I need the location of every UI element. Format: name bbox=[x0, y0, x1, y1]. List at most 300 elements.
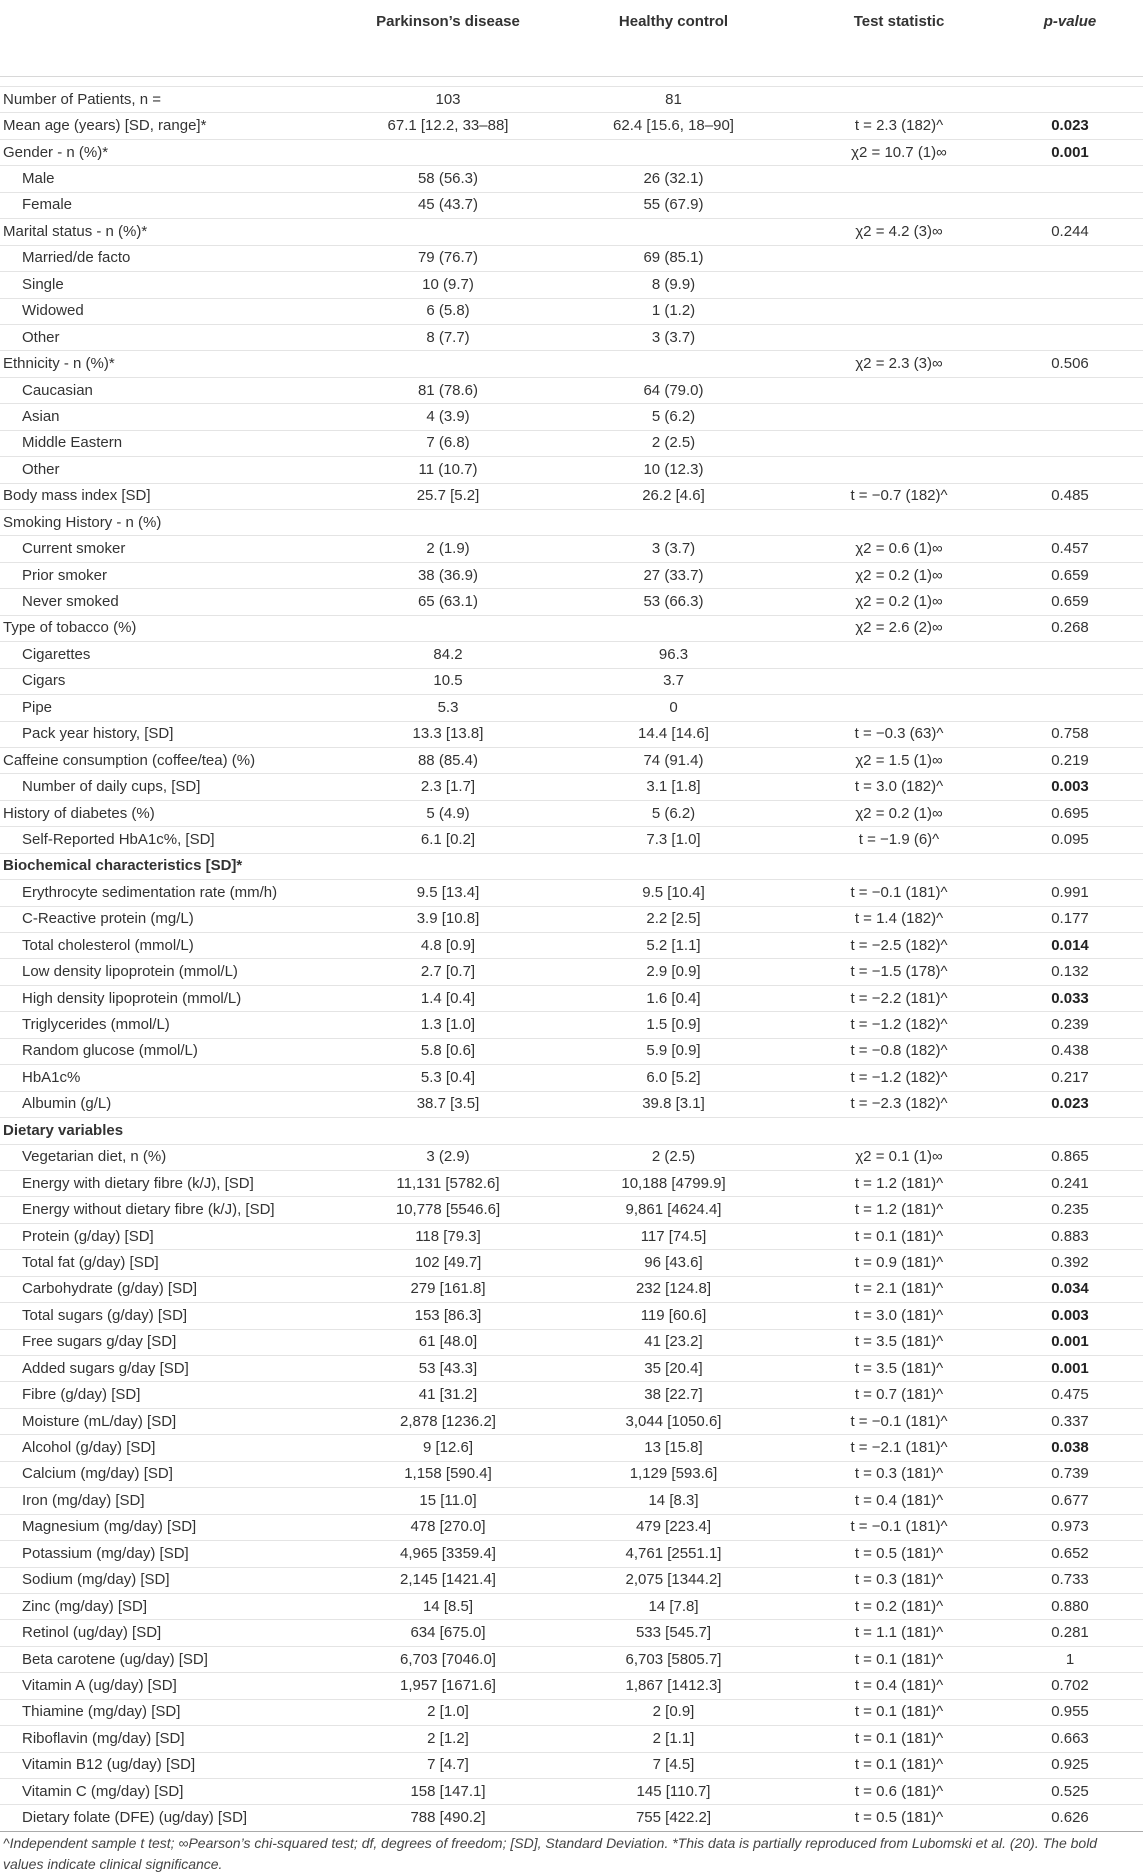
p-value bbox=[997, 642, 1143, 668]
healthy-control-value: 5 (6.2) bbox=[546, 404, 801, 430]
parkinsons-value: 88 (85.4) bbox=[350, 747, 546, 773]
healthy-control-value: 0 bbox=[546, 695, 801, 721]
table-row bbox=[0, 1223, 1143, 1249]
parkinsons-value: 6,703 [7046.0] bbox=[350, 1646, 546, 1672]
healthy-control-value: 2.2 [2.5] bbox=[546, 906, 801, 932]
p-value bbox=[997, 166, 1143, 192]
healthy-control-value: 6.0 [5.2] bbox=[546, 1065, 801, 1091]
healthy-control-value: 7.3 [1.0] bbox=[546, 827, 801, 853]
table-row bbox=[0, 615, 1143, 641]
table-row bbox=[0, 404, 1143, 430]
test-statistic-value bbox=[801, 853, 997, 879]
row-label: Dietary variables bbox=[0, 1118, 350, 1144]
row-label: HbA1c% bbox=[0, 1065, 350, 1091]
parkinsons-value: 2.3 [1.7] bbox=[350, 774, 546, 800]
p-value: 0.001 bbox=[997, 1356, 1143, 1382]
healthy-control-value: 96 [43.6] bbox=[546, 1250, 801, 1276]
p-value: 0.457 bbox=[997, 536, 1143, 562]
test-statistic-value bbox=[801, 298, 997, 324]
healthy-control-value: 10,188 [4799.9] bbox=[546, 1170, 801, 1196]
row-label: Vitamin B12 (ug/day) [SD] bbox=[0, 1752, 350, 1778]
row-label: Middle Eastern bbox=[0, 430, 350, 456]
parkinsons-value: 10 (9.7) bbox=[350, 272, 546, 298]
table-row bbox=[0, 1620, 1143, 1646]
row-label: Cigarettes bbox=[0, 642, 350, 668]
healthy-control-value: 232 [124.8] bbox=[546, 1276, 801, 1302]
healthy-control-value: 3.1 [1.8] bbox=[546, 774, 801, 800]
test-statistic-value: t = 0.9 (181)^ bbox=[801, 1250, 997, 1276]
p-value: 0.244 bbox=[997, 219, 1143, 245]
test-statistic-value: t = −2.2 (181)^ bbox=[801, 985, 997, 1011]
test-statistic-value: t = −0.7 (182)^ bbox=[801, 483, 997, 509]
parkinsons-value: 65 (63.1) bbox=[350, 589, 546, 615]
table-row bbox=[0, 1567, 1143, 1593]
parkinsons-value: 41 [31.2] bbox=[350, 1382, 546, 1408]
parkinsons-value: 5 (4.9) bbox=[350, 800, 546, 826]
healthy-control-value: 64 (79.0) bbox=[546, 377, 801, 403]
parkinsons-value: 3.9 [10.8] bbox=[350, 906, 546, 932]
healthy-control-value: 2 [0.9] bbox=[546, 1699, 801, 1725]
row-label: Added sugars g/day [SD] bbox=[0, 1356, 350, 1382]
row-label: Alcohol (g/day) [SD] bbox=[0, 1435, 350, 1461]
row-label: Marital status - n (%)* bbox=[0, 219, 350, 245]
table-row bbox=[0, 1488, 1143, 1514]
p-value bbox=[997, 430, 1143, 456]
row-label: Vitamin A (ug/day) [SD] bbox=[0, 1673, 350, 1699]
parkinsons-value: 53 [43.3] bbox=[350, 1356, 546, 1382]
row-label: Retinol (ug/day) [SD] bbox=[0, 1620, 350, 1646]
table-row bbox=[0, 430, 1143, 456]
header-test-statistic: Test statistic bbox=[801, 0, 997, 77]
test-statistic-value: t = −1.5 (178)^ bbox=[801, 959, 997, 985]
table-row bbox=[0, 1646, 1143, 1672]
parkinsons-value: 118 [79.3] bbox=[350, 1223, 546, 1249]
healthy-control-value: 479 [223.4] bbox=[546, 1514, 801, 1540]
parkinsons-value: 7 (6.8) bbox=[350, 430, 546, 456]
parkinsons-value: 4.8 [0.9] bbox=[350, 933, 546, 959]
parkinsons-value: 2.7 [0.7] bbox=[350, 959, 546, 985]
healthy-control-value: 14 [8.3] bbox=[546, 1488, 801, 1514]
row-label: Energy with dietary fibre (k/J), [SD] bbox=[0, 1170, 350, 1196]
table-footnote: ^Independent sample t test; ∞Pearson’s chi-squared test; df, degrees of freedom; [SD], Standard Deviation. *This data is partially reproduced from Lubomski et al. (20). The bold values indicate clinical significance. bbox=[3, 1835, 1098, 1872]
test-statistic-value: t = −0.8 (182)^ bbox=[801, 1038, 997, 1064]
parkinsons-value: 9 [12.6] bbox=[350, 1435, 546, 1461]
p-value: 0.659 bbox=[997, 589, 1143, 615]
test-statistic-value: t = 3.5 (181)^ bbox=[801, 1356, 997, 1382]
parkinsons-value: 45 (43.7) bbox=[350, 192, 546, 218]
table-row bbox=[0, 1408, 1143, 1434]
test-statistic-value bbox=[801, 377, 997, 403]
p-value: 0.925 bbox=[997, 1752, 1143, 1778]
test-statistic-value: t = −1.2 (182)^ bbox=[801, 1012, 997, 1038]
table-row bbox=[0, 1726, 1143, 1752]
healthy-control-value: 7 [4.5] bbox=[546, 1752, 801, 1778]
healthy-control-value: 14 [7.8] bbox=[546, 1593, 801, 1619]
healthy-control-value bbox=[546, 1118, 801, 1144]
test-statistic-value bbox=[801, 192, 997, 218]
table-row bbox=[0, 880, 1143, 906]
row-label: Iron (mg/day) [SD] bbox=[0, 1488, 350, 1514]
test-statistic-value: t = −0.1 (181)^ bbox=[801, 1408, 997, 1434]
test-statistic-value: t = 0.5 (181)^ bbox=[801, 1805, 997, 1831]
p-value: 0.663 bbox=[997, 1726, 1143, 1752]
healthy-control-value: 1.6 [0.4] bbox=[546, 985, 801, 1011]
row-label: Erythrocyte sedimentation rate (mm/h) bbox=[0, 880, 350, 906]
healthy-control-value bbox=[546, 139, 801, 165]
p-value: 0.003 bbox=[997, 774, 1143, 800]
healthy-control-value: 3.7 bbox=[546, 668, 801, 694]
row-label: Gender - n (%)* bbox=[0, 139, 350, 165]
table-row bbox=[0, 1514, 1143, 1540]
p-value: 0.001 bbox=[997, 1329, 1143, 1355]
test-statistic-value: t = 3.5 (181)^ bbox=[801, 1329, 997, 1355]
row-label: Other bbox=[0, 457, 350, 483]
row-label: Vitamin C (mg/day) [SD] bbox=[0, 1779, 350, 1805]
test-statistic-value bbox=[801, 668, 997, 694]
p-value: 0.865 bbox=[997, 1144, 1143, 1170]
test-statistic-value: χ2 = 2.6 (2)∞ bbox=[801, 615, 997, 641]
p-value: 0.392 bbox=[997, 1250, 1143, 1276]
p-value: 0.475 bbox=[997, 1382, 1143, 1408]
healthy-control-value: 117 [74.5] bbox=[546, 1223, 801, 1249]
row-label: Total sugars (g/day) [SD] bbox=[0, 1303, 350, 1329]
parkinsons-value: 5.3 bbox=[350, 695, 546, 721]
table-row bbox=[0, 695, 1143, 721]
p-value: 0.001 bbox=[997, 139, 1143, 165]
row-label: Cigars bbox=[0, 668, 350, 694]
table-row bbox=[0, 1382, 1143, 1408]
healthy-control-value: 26.2 [4.6] bbox=[546, 483, 801, 509]
p-value: 0.095 bbox=[997, 827, 1143, 853]
p-value: 0.241 bbox=[997, 1170, 1143, 1196]
header-p-value: p-value bbox=[997, 0, 1143, 77]
p-value: 0.132 bbox=[997, 959, 1143, 985]
p-value: 0.525 bbox=[997, 1779, 1143, 1805]
table-row bbox=[0, 324, 1143, 350]
section-header-row bbox=[0, 1118, 1143, 1144]
test-statistic-value: t = 0.6 (181)^ bbox=[801, 1779, 997, 1805]
p-value bbox=[997, 695, 1143, 721]
p-value: 0.438 bbox=[997, 1038, 1143, 1064]
table-row bbox=[0, 800, 1143, 826]
healthy-control-value: 53 (66.3) bbox=[546, 589, 801, 615]
p-value: 0.506 bbox=[997, 351, 1143, 377]
healthy-control-value: 4,761 [2551.1] bbox=[546, 1541, 801, 1567]
healthy-control-value: 145 [110.7] bbox=[546, 1779, 801, 1805]
table-row bbox=[0, 1170, 1143, 1196]
healthy-control-value: 2,075 [1344.2] bbox=[546, 1567, 801, 1593]
healthy-control-value: 69 (85.1) bbox=[546, 245, 801, 271]
healthy-control-value bbox=[546, 853, 801, 879]
test-statistic-value: χ2 = 4.2 (3)∞ bbox=[801, 219, 997, 245]
parkinsons-value: 15 [11.0] bbox=[350, 1488, 546, 1514]
row-label: Random glucose (mmol/L) bbox=[0, 1038, 350, 1064]
p-value bbox=[997, 404, 1143, 430]
row-label: Energy without dietary fibre (k/J), [SD] bbox=[0, 1197, 350, 1223]
row-label: Married/de facto bbox=[0, 245, 350, 271]
healthy-control-value: 1,867 [1412.3] bbox=[546, 1673, 801, 1699]
table-row bbox=[0, 192, 1143, 218]
table-row bbox=[0, 1329, 1143, 1355]
parkinsons-value: 1,957 [1671.6] bbox=[350, 1673, 546, 1699]
test-statistic-value: t = 0.1 (181)^ bbox=[801, 1752, 997, 1778]
test-statistic-value: t = −0.1 (181)^ bbox=[801, 1514, 997, 1540]
healthy-control-value: 39.8 [3.1] bbox=[546, 1091, 801, 1117]
test-statistic-value bbox=[801, 272, 997, 298]
p-value: 0.177 bbox=[997, 906, 1143, 932]
spacer-cell bbox=[0, 77, 1143, 87]
parkinsons-value: 2,145 [1421.4] bbox=[350, 1567, 546, 1593]
parkinsons-value: 61 [48.0] bbox=[350, 1329, 546, 1355]
p-value: 0.485 bbox=[997, 483, 1143, 509]
table-row bbox=[0, 377, 1143, 403]
parkinsons-value: 14 [8.5] bbox=[350, 1593, 546, 1619]
row-label: Ethnicity - n (%)* bbox=[0, 351, 350, 377]
parkinsons-value: 3 (2.9) bbox=[350, 1144, 546, 1170]
row-label: History of diabetes (%) bbox=[0, 800, 350, 826]
table-row bbox=[0, 906, 1143, 932]
test-statistic-value: t = −2.1 (181)^ bbox=[801, 1435, 997, 1461]
table-row bbox=[0, 1356, 1143, 1382]
p-value: 0.033 bbox=[997, 985, 1143, 1011]
table-row bbox=[0, 1012, 1143, 1038]
parkinsons-value: 103 bbox=[350, 87, 546, 113]
row-label: Zinc (mg/day) [SD] bbox=[0, 1593, 350, 1619]
healthy-control-value: 3 (3.7) bbox=[546, 536, 801, 562]
healthy-control-value: 6,703 [5805.7] bbox=[546, 1646, 801, 1672]
parkinsons-value: 5.3 [0.4] bbox=[350, 1065, 546, 1091]
parkinsons-value: 9.5 [13.4] bbox=[350, 880, 546, 906]
table-row bbox=[0, 721, 1143, 747]
header-row bbox=[0, 0, 1143, 77]
test-statistic-value: t = −2.3 (182)^ bbox=[801, 1091, 997, 1117]
test-statistic-value: χ2 = 0.1 (1)∞ bbox=[801, 1144, 997, 1170]
parkinsons-value: 81 (78.6) bbox=[350, 377, 546, 403]
table-row bbox=[0, 562, 1143, 588]
row-label: Sodium (mg/day) [SD] bbox=[0, 1567, 350, 1593]
row-label: Type of tobacco (%) bbox=[0, 615, 350, 641]
row-label: Riboflavin (mg/day) [SD] bbox=[0, 1726, 350, 1752]
parkinsons-value: 4 (3.9) bbox=[350, 404, 546, 430]
test-statistic-value: t = 0.1 (181)^ bbox=[801, 1699, 997, 1725]
parkinsons-value: 10.5 bbox=[350, 668, 546, 694]
table-row bbox=[0, 219, 1143, 245]
parkinsons-value: 279 [161.8] bbox=[350, 1276, 546, 1302]
healthy-control-value: 27 (33.7) bbox=[546, 562, 801, 588]
parkinsons-value: 634 [675.0] bbox=[350, 1620, 546, 1646]
row-label: Number of daily cups, [SD] bbox=[0, 774, 350, 800]
test-statistic-value bbox=[801, 510, 997, 536]
table-row bbox=[0, 933, 1143, 959]
row-label: Self-Reported HbA1c%, [SD] bbox=[0, 827, 350, 853]
test-statistic-value: t = 0.4 (181)^ bbox=[801, 1488, 997, 1514]
p-value: 0.219 bbox=[997, 747, 1143, 773]
row-label: Calcium (mg/day) [SD] bbox=[0, 1461, 350, 1487]
test-statistic-value: t = 2.3 (182)^ bbox=[801, 113, 997, 139]
parkinsons-value: 1.4 [0.4] bbox=[350, 985, 546, 1011]
header-healthy-control: Healthy control bbox=[546, 0, 801, 77]
table-row bbox=[0, 1461, 1143, 1487]
parkinsons-value: 1,158 [590.4] bbox=[350, 1461, 546, 1487]
parkinsons-value: 153 [86.3] bbox=[350, 1303, 546, 1329]
healthy-control-value: 1.5 [0.9] bbox=[546, 1012, 801, 1038]
row-label: Body mass index [SD] bbox=[0, 483, 350, 509]
table-row bbox=[0, 589, 1143, 615]
healthy-control-value: 8 (9.9) bbox=[546, 272, 801, 298]
test-statistic-value: t = 0.1 (181)^ bbox=[801, 1726, 997, 1752]
parkinsons-value: 84.2 bbox=[350, 642, 546, 668]
parkinsons-value: 2 (1.9) bbox=[350, 536, 546, 562]
table-row bbox=[0, 510, 1143, 536]
test-statistic-value bbox=[801, 430, 997, 456]
row-label: Beta carotene (ug/day) [SD] bbox=[0, 1646, 350, 1672]
test-statistic-value: t = 0.4 (181)^ bbox=[801, 1673, 997, 1699]
test-statistic-value: t = 0.1 (181)^ bbox=[801, 1646, 997, 1672]
test-statistic-value: t = 3.0 (182)^ bbox=[801, 774, 997, 800]
table-row bbox=[0, 1144, 1143, 1170]
parkinsons-value bbox=[350, 853, 546, 879]
table-row bbox=[0, 1276, 1143, 1302]
table-row bbox=[0, 351, 1143, 377]
parkinsons-value bbox=[350, 615, 546, 641]
parkinsons-value bbox=[350, 139, 546, 165]
parkinsons-value: 6.1 [0.2] bbox=[350, 827, 546, 853]
row-label: Total cholesterol (mmol/L) bbox=[0, 933, 350, 959]
parkinsons-value: 2 [1.0] bbox=[350, 1699, 546, 1725]
p-value: 0.337 bbox=[997, 1408, 1143, 1434]
test-statistic-value: t = −0.1 (181)^ bbox=[801, 880, 997, 906]
row-label: Smoking History - n (%) bbox=[0, 510, 350, 536]
p-value: 0.677 bbox=[997, 1488, 1143, 1514]
table-row bbox=[0, 959, 1143, 985]
test-statistic-value bbox=[801, 695, 997, 721]
parkinsons-value: 102 [49.7] bbox=[350, 1250, 546, 1276]
row-label: Current smoker bbox=[0, 536, 350, 562]
parkinsons-value: 158 [147.1] bbox=[350, 1779, 546, 1805]
test-statistic-value: t = 0.3 (181)^ bbox=[801, 1567, 997, 1593]
table-row bbox=[0, 1197, 1143, 1223]
test-statistic-value: χ2 = 2.3 (3)∞ bbox=[801, 351, 997, 377]
table-row bbox=[0, 1593, 1143, 1619]
healthy-control-value: 74 (91.4) bbox=[546, 747, 801, 773]
row-label: Potassium (mg/day) [SD] bbox=[0, 1541, 350, 1567]
test-statistic-value: t = −1.2 (182)^ bbox=[801, 1065, 997, 1091]
row-label: Female bbox=[0, 192, 350, 218]
test-statistic-value bbox=[801, 457, 997, 483]
healthy-control-value: 2 (2.5) bbox=[546, 430, 801, 456]
table-row bbox=[0, 1250, 1143, 1276]
p-value: 0.014 bbox=[997, 933, 1143, 959]
table-row bbox=[0, 827, 1143, 853]
healthy-control-value: 9.5 [10.4] bbox=[546, 880, 801, 906]
healthy-control-value: 2 [1.1] bbox=[546, 1726, 801, 1752]
row-label: Carbohydrate (g/day) [SD] bbox=[0, 1276, 350, 1302]
healthy-control-value: 2.9 [0.9] bbox=[546, 959, 801, 985]
p-value: 0.758 bbox=[997, 721, 1143, 747]
p-value bbox=[997, 853, 1143, 879]
p-value: 0.268 bbox=[997, 615, 1143, 641]
healthy-control-value: 81 bbox=[546, 87, 801, 113]
p-value: 0.733 bbox=[997, 1567, 1143, 1593]
row-label: Number of Patients, n = bbox=[0, 87, 350, 113]
row-label: Pack year history, [SD] bbox=[0, 721, 350, 747]
healthy-control-value: 533 [545.7] bbox=[546, 1620, 801, 1646]
p-value: 0.034 bbox=[997, 1276, 1143, 1302]
test-statistic-value: t = 0.2 (181)^ bbox=[801, 1593, 997, 1619]
table-row bbox=[0, 483, 1143, 509]
table-row bbox=[0, 774, 1143, 800]
header-spacer-row bbox=[0, 77, 1143, 87]
p-value: 0.880 bbox=[997, 1593, 1143, 1619]
row-label: Moisture (mL/day) [SD] bbox=[0, 1408, 350, 1434]
healthy-control-value: 35 [20.4] bbox=[546, 1356, 801, 1382]
p-value: 0.023 bbox=[997, 113, 1143, 139]
healthy-control-value bbox=[546, 219, 801, 245]
row-label: Fibre (g/day) [SD] bbox=[0, 1382, 350, 1408]
parkinsons-value: 38.7 [3.5] bbox=[350, 1091, 546, 1117]
p-value bbox=[997, 457, 1143, 483]
test-statistic-value: t = −1.9 (6)^ bbox=[801, 827, 997, 853]
healthy-control-value: 14.4 [14.6] bbox=[546, 721, 801, 747]
table-row bbox=[0, 668, 1143, 694]
test-statistic-value: t = 0.5 (181)^ bbox=[801, 1541, 997, 1567]
header-label-column bbox=[0, 0, 350, 77]
table-header bbox=[0, 0, 1143, 77]
p-value: 0.281 bbox=[997, 1620, 1143, 1646]
healthy-control-value: 13 [15.8] bbox=[546, 1435, 801, 1461]
parkinsons-value: 478 [270.0] bbox=[350, 1514, 546, 1540]
row-label: C-Reactive protein (mg/L) bbox=[0, 906, 350, 932]
test-statistic-value: χ2 = 0.2 (1)∞ bbox=[801, 562, 997, 588]
test-statistic-value: t = 0.1 (181)^ bbox=[801, 1223, 997, 1249]
parkinsons-value: 788 [490.2] bbox=[350, 1805, 546, 1831]
parkinsons-value: 25.7 [5.2] bbox=[350, 483, 546, 509]
table-row bbox=[0, 985, 1143, 1011]
table-row bbox=[0, 87, 1143, 113]
parkinsons-value: 79 (76.7) bbox=[350, 245, 546, 271]
section-header-row bbox=[0, 853, 1143, 879]
table-row bbox=[0, 642, 1143, 668]
test-statistic-value bbox=[801, 404, 997, 430]
p-value: 0.991 bbox=[997, 880, 1143, 906]
table-row bbox=[0, 1541, 1143, 1567]
test-statistic-value: χ2 = 1.5 (1)∞ bbox=[801, 747, 997, 773]
row-label: Never smoked bbox=[0, 589, 350, 615]
row-label: Low density lipoprotein (mmol/L) bbox=[0, 959, 350, 985]
p-value: 0.003 bbox=[997, 1303, 1143, 1329]
test-statistic-value bbox=[801, 87, 997, 113]
test-statistic-value: t = 0.3 (181)^ bbox=[801, 1461, 997, 1487]
test-statistic-value: t = −0.3 (63)^ bbox=[801, 721, 997, 747]
parkinsons-value: 10,778 [5546.6] bbox=[350, 1197, 546, 1223]
row-label: Triglycerides (mmol/L) bbox=[0, 1012, 350, 1038]
p-value bbox=[997, 87, 1143, 113]
healthy-control-value: 3,044 [1050.6] bbox=[546, 1408, 801, 1434]
row-label: Other bbox=[0, 324, 350, 350]
row-label: Dietary folate (DFE) (ug/day) [SD] bbox=[0, 1805, 350, 1831]
test-statistic-value: t = −2.5 (182)^ bbox=[801, 933, 997, 959]
test-statistic-value: t = 1.2 (181)^ bbox=[801, 1197, 997, 1223]
p-value bbox=[997, 272, 1143, 298]
test-statistic-value: χ2 = 0.2 (1)∞ bbox=[801, 589, 997, 615]
table-row bbox=[0, 113, 1143, 139]
parkinsons-value: 6 (5.8) bbox=[350, 298, 546, 324]
parkinsons-value: 5.8 [0.6] bbox=[350, 1038, 546, 1064]
table-row bbox=[0, 1673, 1143, 1699]
row-label: High density lipoprotein (mmol/L) bbox=[0, 985, 350, 1011]
table-row bbox=[0, 166, 1143, 192]
table-row bbox=[0, 272, 1143, 298]
